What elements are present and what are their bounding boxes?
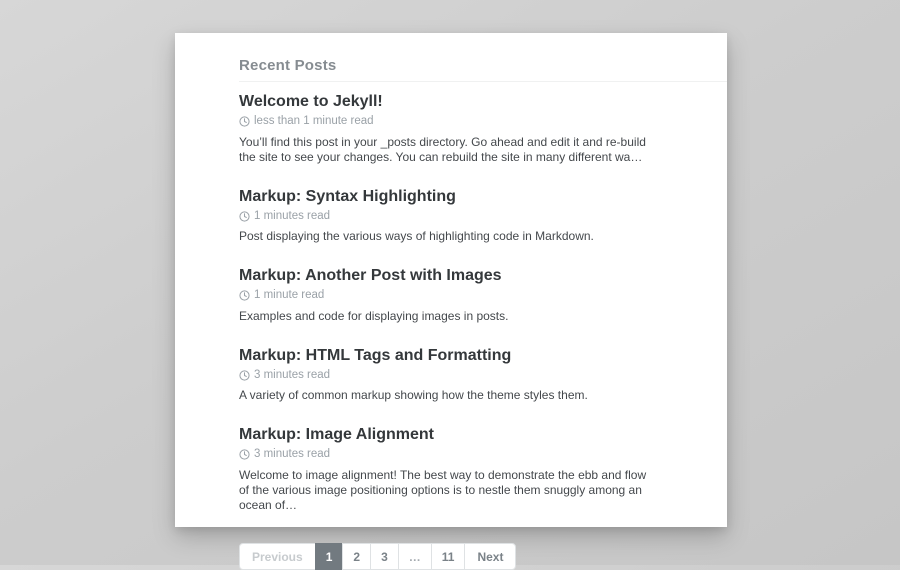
page-title: Recent Posts bbox=[239, 57, 727, 82]
post-excerpt: Welcome to image alignment! The best way to demonstrate the ebb and flow of the various image positioning options is to nestle them snuggly among an ocean of… bbox=[239, 467, 647, 512]
post-excerpt: Post displaying the various ways of highlighting code in Markdown. bbox=[239, 229, 594, 243]
pagination-page-2-button[interactable]: 2 bbox=[342, 543, 371, 570]
post-item bbox=[239, 188, 727, 245]
post-item bbox=[239, 347, 727, 404]
clock-icon bbox=[239, 370, 250, 381]
clock-icon bbox=[239, 116, 250, 127]
pagination-page-1-button[interactable]: 1 bbox=[315, 543, 344, 570]
clock-icon bbox=[239, 211, 250, 222]
post-title-link[interactable]: Markup: Syntax Highlighting bbox=[239, 187, 456, 205]
post-title-link[interactable]: Welcome to Jekyll! bbox=[239, 93, 383, 110]
pagination-page-11-button[interactable]: 11 bbox=[431, 543, 466, 570]
pagination-next-button[interactable]: Next bbox=[464, 543, 516, 570]
clock-icon bbox=[239, 290, 250, 301]
read-time-label: 1 minute read bbox=[254, 289, 325, 301]
read-time-label: 3 minutes read bbox=[254, 448, 331, 460]
read-time-label: 3 minutes read bbox=[254, 368, 331, 381]
page-content bbox=[175, 33, 727, 570]
post-meta bbox=[239, 370, 727, 382]
post-excerpt: A variety of common markup showing how the theme styles them. bbox=[239, 388, 588, 402]
post-title-link[interactable]: Markup: Another Post with Images bbox=[239, 267, 502, 284]
read-time-label: less than 1 minute read bbox=[254, 115, 374, 127]
post-item bbox=[239, 93, 727, 165]
post-meta bbox=[239, 211, 727, 223]
post-item bbox=[239, 267, 727, 324]
pagination-page-3-button[interactable]: 3 bbox=[370, 543, 399, 570]
pagination-ellipsis: … bbox=[398, 543, 432, 570]
post-title-link[interactable]: Markup: Image Alignment bbox=[239, 426, 434, 443]
post-meta bbox=[239, 116, 727, 128]
clock-icon bbox=[239, 449, 250, 460]
post-item bbox=[239, 426, 727, 513]
post-meta bbox=[239, 290, 727, 302]
pagination-previous-button[interactable]: Previous bbox=[239, 543, 316, 570]
post-excerpt: You’ll find this post in your _posts directory. Go ahead and edit it and re-build the site to see your changes. You can rebuild the site in many different wa… bbox=[239, 134, 646, 164]
post-title-link[interactable]: Markup: HTML Tags and Formatting bbox=[239, 346, 512, 364]
read-time-label: 1 minutes read bbox=[254, 209, 331, 222]
browser-screenshot-card bbox=[175, 33, 727, 564]
post-list bbox=[239, 82, 727, 513]
post-meta bbox=[239, 449, 727, 461]
pagination bbox=[239, 543, 516, 570]
post-excerpt: Examples and code for displaying images in posts. bbox=[239, 308, 509, 323]
